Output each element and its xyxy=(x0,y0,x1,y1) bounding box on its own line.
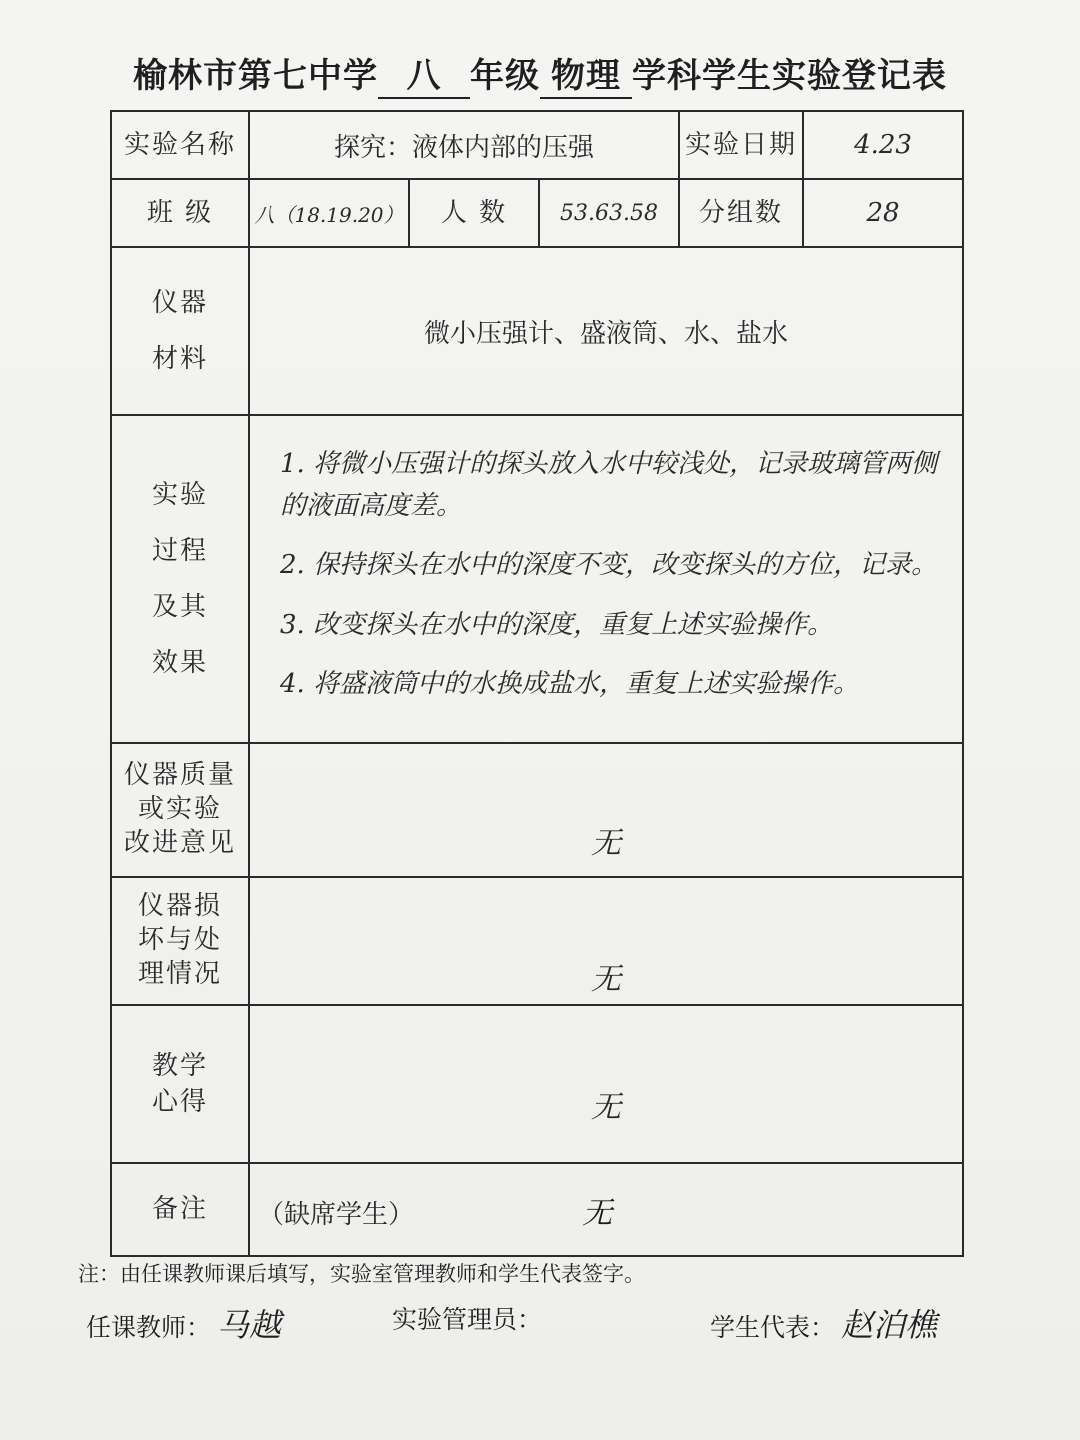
damage-label xyxy=(111,877,249,1005)
damage-value: 无 xyxy=(249,877,963,1005)
title-school: 榆林市第七中学 xyxy=(133,56,378,96)
signature-row xyxy=(80,1300,1000,1350)
process-label-3: 及其 xyxy=(151,592,208,622)
admin-signature-block xyxy=(392,1300,682,1336)
groups-label: 分组数 xyxy=(679,179,803,247)
student-signature: 赵泊樵 xyxy=(841,1306,938,1344)
title-grade-suffix: 年级 xyxy=(470,56,540,96)
class-value: 八（18.19.20） xyxy=(249,179,409,247)
teacher-signature-block xyxy=(86,1300,281,1346)
damage-label-2: 坏与处 xyxy=(137,925,222,956)
people-value: 53.63.58 xyxy=(539,179,679,247)
remarks-cell xyxy=(249,1163,963,1256)
row-equipment xyxy=(111,247,963,415)
quality-label-3: 改进意见 xyxy=(123,827,236,858)
row-experiment-name xyxy=(111,111,963,179)
teaching-label xyxy=(111,1005,249,1163)
teaching-label-1: 教学 xyxy=(151,1050,208,1081)
row-remarks xyxy=(111,1163,963,1256)
process-steps xyxy=(249,415,963,743)
remarks-absent: （缺席学生） xyxy=(258,1199,415,1230)
title-grade: 八 xyxy=(378,48,470,99)
experiment-name-value: 探究：液体内部的压强 xyxy=(249,111,679,179)
process-label xyxy=(111,415,249,743)
experiment-table xyxy=(110,110,964,1257)
student-label: 学生代表： xyxy=(710,1313,836,1342)
process-label-2: 过程 xyxy=(151,536,208,566)
student-signature-block xyxy=(710,1300,937,1346)
equipment-label xyxy=(111,247,249,415)
title-subject: 物理 xyxy=(540,48,632,99)
admin-label: 实验管理员： xyxy=(392,1305,543,1334)
class-label: 班 级 xyxy=(111,179,249,247)
row-damage xyxy=(111,877,963,1005)
teacher-signature: 马越 xyxy=(217,1306,282,1344)
experiment-date-label: 实验日期 xyxy=(679,111,803,179)
equipment-value: 微小压强计、盛液筒、水、盐水 xyxy=(249,247,963,415)
quality-value: 无 xyxy=(249,743,963,877)
remarks-label: 备注 xyxy=(111,1163,249,1256)
equipment-label-1: 仪器 xyxy=(151,288,208,318)
process-label-1: 实验 xyxy=(151,480,208,510)
process-step: 2. 保持探头在水中的深度不变，改变探头的方位，记录。 xyxy=(280,550,938,581)
row-teaching xyxy=(111,1005,963,1163)
teaching-label-2: 心得 xyxy=(151,1087,208,1117)
damage-label-3: 理情况 xyxy=(137,958,222,989)
equipment-label-2: 材料 xyxy=(151,344,208,374)
quality-label-1: 仪器质量 xyxy=(123,760,236,791)
quality-label-2: 或实验 xyxy=(137,794,222,825)
footer-note: 注：由任课教师课后填写，实验室管理教师和学生代表签字。 xyxy=(78,1262,645,1286)
experiment-name-label: 实验名称 xyxy=(111,111,249,179)
form-title xyxy=(60,48,1020,99)
process-step: 3. 改变探头在水中的深度，重复上述实验操作。 xyxy=(280,609,834,640)
people-label: 人 数 xyxy=(409,179,539,247)
process-step: 1. 将微小压强计的探头放入水中较浅处，记录玻璃管两侧的液面高度差。 xyxy=(280,449,938,521)
process-label-4: 效果 xyxy=(151,648,208,678)
row-process xyxy=(111,415,963,743)
quality-label xyxy=(111,743,249,877)
damage-label-1: 仪器损 xyxy=(137,891,222,922)
remarks-value: 无 xyxy=(582,1195,613,1231)
row-quality xyxy=(111,743,963,877)
row-class-info xyxy=(111,179,963,247)
teaching-value: 无 xyxy=(249,1005,963,1163)
title-suffix: 学科学生实验登记表 xyxy=(632,56,947,96)
process-step: 4. 将盛液筒中的水换成盐水，重复上述实验操作。 xyxy=(280,669,860,700)
experiment-date-value: 4.23 xyxy=(803,111,963,179)
groups-value: 28 xyxy=(803,179,963,247)
teacher-label: 任课教师： xyxy=(86,1313,212,1342)
